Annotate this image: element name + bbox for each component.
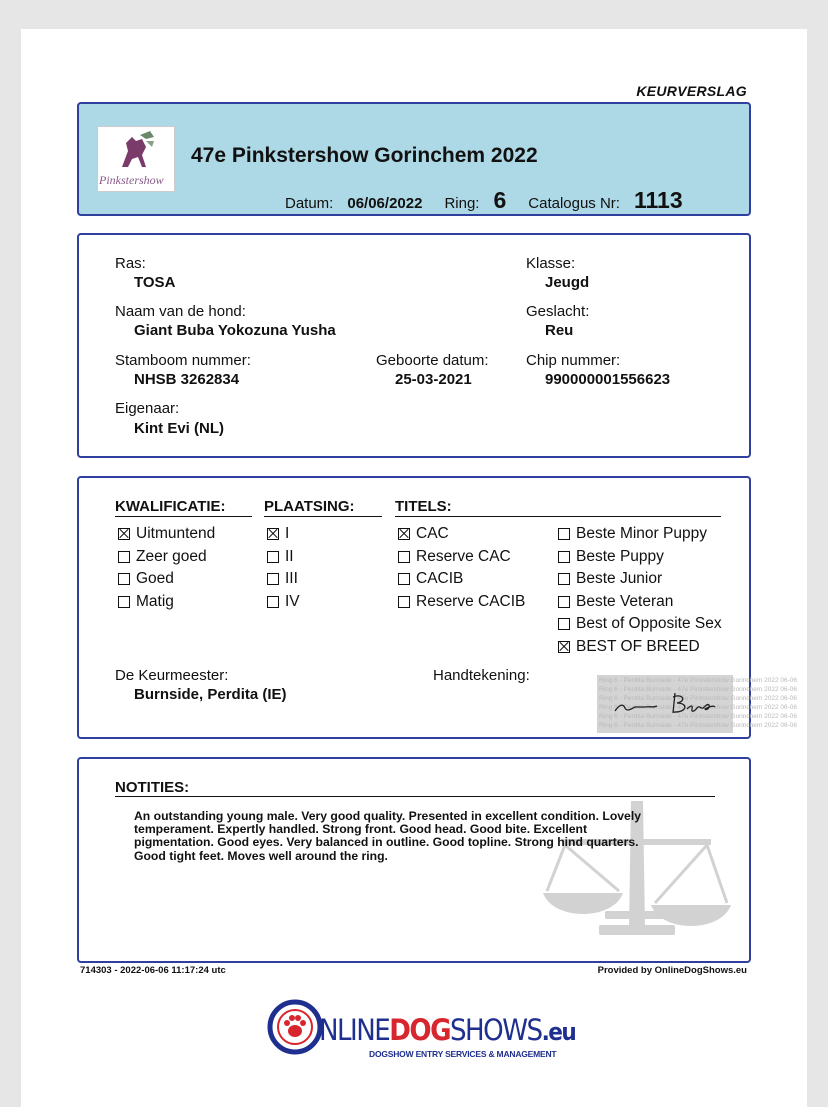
datum-value: 06/06/2022 [347,195,423,212]
signature-icon [597,675,733,733]
option-label: Zeer goed [136,547,207,565]
option-row [118,523,215,546]
ras-value: TOSA [134,274,176,291]
plaatsing-head: PLAATSING: [264,498,382,517]
option-label: Beste Puppy [576,547,664,565]
checkbox-icon[interactable] [267,573,279,585]
ring-label: Ring: [444,195,480,212]
checked-box-icon[interactable] [398,528,410,540]
judging-panel [77,476,797,739]
checkbox-icon[interactable] [267,596,279,608]
brand-roundel-icon [267,999,323,1055]
option-label: II [285,547,294,565]
notes-head: NOTITIES: [115,779,715,797]
naam-label: Naam van de hond: [115,303,246,320]
report-sheet [21,29,807,1107]
checked-box-icon[interactable] [118,528,130,540]
geslacht-label: Geslacht: [526,303,590,320]
option-label: Goed [136,570,174,588]
eigenaar-label: Eigenaar: [115,400,180,417]
option-row [267,591,300,614]
checkbox-icon[interactable] [398,551,410,563]
option-label: Best of Opposite Sex [576,615,722,633]
option-label: BEST OF BREED [576,637,700,655]
signature-watermark-line: Ring 6 - Perdita Burnside - 47e Pinkstershow Gorinchem 2022 06-06 [599,713,797,720]
option-label: Reserve CACIB [416,592,526,610]
checkbox-icon[interactable] [558,528,570,540]
catalogus-label: Catalogus Nr: [528,195,620,212]
header-box [77,102,751,216]
onlinedogshows-logo[interactable] [267,999,576,1069]
chip-value: 990000001556623 [545,371,671,388]
option-label: Beste Junior [576,570,663,588]
checkbox-icon[interactable] [267,551,279,563]
checkbox-icon[interactable] [398,596,410,608]
option-label: I [285,525,290,543]
ras-label: Ras: [115,255,146,272]
notes-line: temperament. Expertly handled. Strong front. Good head. Good bite. Excellent [134,822,588,837]
option-label: Beste Veteran [576,592,674,610]
show-meta [285,187,705,214]
ring-value: 6 [493,187,507,213]
option-row [267,523,300,546]
option-row [118,546,215,569]
geslacht-value: Reu [545,322,574,339]
brand-tagline: DOGSHOW ENTRY SERVICES & MANAGEMENT [369,1049,557,1059]
signature-watermark-line: Ring 6 - Perdita Burnside - 47e Pinkstershow Gorinchem 2022 06-06 [599,722,797,729]
klasse-label: Klasse: [526,255,576,272]
option-label: Reserve CAC [416,547,511,565]
stamboom-value: NHSB 3262834 [134,371,240,388]
option-row [558,546,722,569]
titels-left-list [398,523,525,613]
option-label: IV [285,592,300,610]
option-label: CACIB [416,570,464,588]
signature-image [597,675,797,733]
footer-record-id: 714303 - 2022-06-06 11:17:24 utc [80,965,226,976]
kwalificatie-head: KWALIFICATIE: [115,498,252,517]
option-row [558,591,722,614]
kwalificatie-list [118,523,215,613]
titels-head: TITELS: [395,498,721,517]
show-title: 47e Pinkstershow Gorinchem 2022 [191,144,538,167]
footer-provider: Provided by OnlineDogShows.eu [597,965,747,976]
option-row [267,546,300,569]
option-label: Matig [136,592,174,610]
brand-name-c: SHOWS [449,1013,542,1047]
signature-watermark-line: Ring 6 - Perdita Burnside - 47e Pinkstershow Gorinchem 2022 06-06 [599,686,797,693]
eigenaar-value: Kint Evi (NL) [134,420,224,437]
checked-box-icon[interactable] [558,641,570,653]
notes-text [134,810,694,863]
brand-name-a: NLINE [319,1013,390,1047]
dog-silhouette-icon [116,129,158,171]
datum-label: Datum: [285,195,334,212]
checkbox-icon[interactable] [118,573,130,585]
keurmeester-value: Burnside, Perdita (IE) [134,686,287,703]
option-row [558,568,722,591]
checkbox-icon[interactable] [118,551,130,563]
option-row [558,613,722,636]
option-label: III [285,570,298,588]
plaatsing-list [267,523,300,613]
notes-line: An outstanding young male. Very good quality. Presented in excellent condition. Lovely [134,809,641,823]
checkbox-icon[interactable] [558,573,570,585]
chip-label: Chip nummer: [526,352,621,369]
checked-box-icon[interactable] [267,528,279,540]
geboorte-label: Geboorte datum: [376,352,489,369]
geboorte-value: 25-03-2021 [395,371,472,388]
checkbox-icon[interactable] [558,551,570,563]
checkbox-icon[interactable] [118,596,130,608]
klasse-value: Jeugd [545,274,590,291]
option-row [398,546,525,569]
brand-name-b: DOG [389,1013,450,1047]
brand-suffix: .eu [541,1018,576,1046]
signature-watermark-line: Ring 6 - Perdita Burnside - 47e Pinkstershow Gorinchem 2022 06-06 [599,704,797,711]
report-label: KEURVERSLAG [636,83,747,99]
stamboom-label: Stamboom nummer: [115,352,251,369]
signature-watermark-line: Ring 6 - Perdita Burnside - 47e Pinkstershow Gorinchem 2022 06-06 [599,677,797,684]
option-row [558,523,722,546]
checkbox-icon[interactable] [558,618,570,630]
option-row [118,568,215,591]
checkbox-icon[interactable] [558,596,570,608]
handtekening-label: Handtekening: [433,667,530,684]
option-label: Uitmuntend [136,525,216,543]
notes-line: pigmentation. Good eyes. Very balanced in outline. Good topline. Strong hind quarters. [134,835,639,850]
dog-info-panel [77,233,751,458]
option-row [267,568,300,591]
notes-panel [77,757,751,963]
option-row [558,636,722,659]
option-label: CAC [416,525,449,543]
keurmeester-label: De Keurmeester: [115,667,229,684]
notes-line: Good tight feet. Moves well around the ring. [134,848,388,863]
show-logo [97,126,175,192]
option-row [398,591,525,614]
catalogus-value: 1113 [633,187,683,213]
option-row [398,523,525,546]
option-row [398,568,525,591]
titels-right-list [558,523,722,658]
checkbox-icon[interactable] [398,573,410,585]
logo-text: Pinkstershow [99,173,164,187]
signature-watermark-line: Ring 6 - Perdita Burnside - 47e Pinkstershow Gorinchem 2022 06-06 [599,695,797,702]
brand-wordmark [319,1013,575,1049]
option-label: Beste Minor Puppy [576,525,707,543]
option-row [118,591,215,614]
naam-value: Giant Buba Yokozuna Yusha [134,322,336,339]
